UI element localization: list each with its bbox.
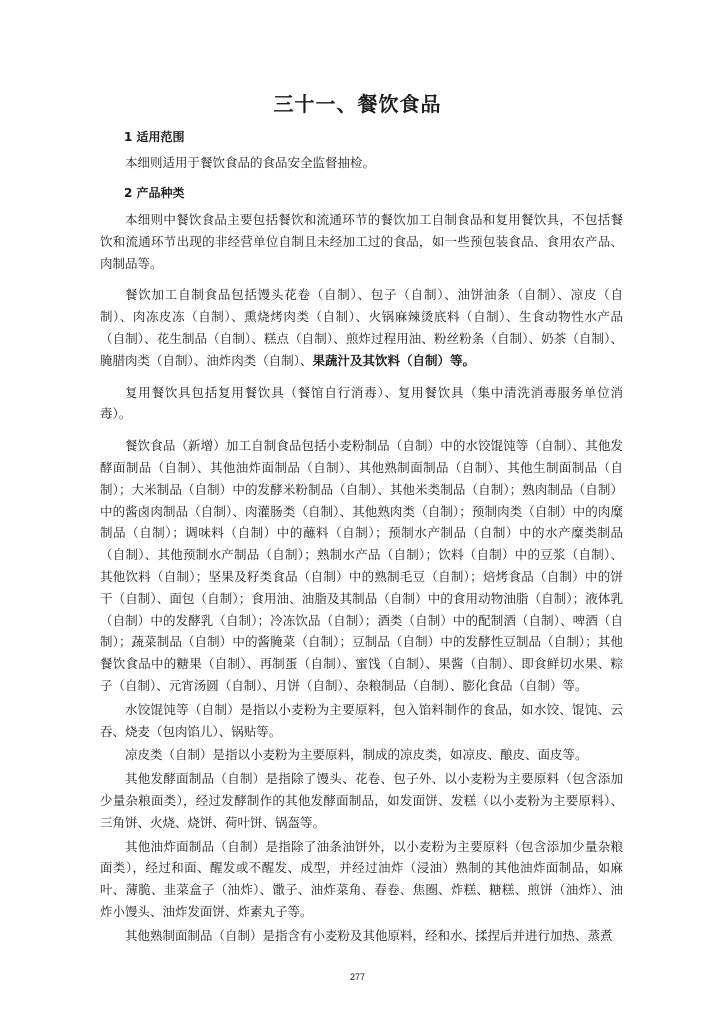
page-number: 277 (349, 972, 366, 982)
paragraph-intro: 本细则中餐饮食品主要包括餐饮和流通环节的餐饮加工自制食品和复用餐饮具，不包括餐饮和流通环节出现的非经营单位自制且未经加工过的食品，如一些预包装食品、食用农产品、肉制品等。 (100, 212, 623, 271)
scope-paragraph: 本细则适用于餐饮食品的食品安全监督抽检。 (125, 155, 376, 170)
page-title: 三十一、餐饮食品 (273, 92, 442, 116)
section-heading-categories: 2 产品种类 (124, 186, 185, 200)
section-heading-scope: 1 适用范围 (124, 130, 185, 144)
section-scope-body (100, 152, 623, 184)
paragraph-new-items: 餐饮食品（新增）加工自制食品包括小麦粉制品（自制）中的水饺馄饨等（自制）、其他发酵面制品（自制）、其他油炸面制品（自制）、其他熟制面制品（自制）、其他生制面制品（自制）；大米制品（自制）中的发酵米粉制品（自制）、其他米类制品（自制）；熟肉制品（自制）中的酱卤肉制品（自制）、肉灌肠类（自制）、其他熟肉类（自制）；预制肉类（自制）中的肉糜制品（自制）；调味料（自制）中的蘸料（自制）；预制水产制品（自制）中的水产糜类制品（自制）、其他预制水产制品（自制）；熟制水产品（自制）；饮料（自制）中的豆浆（自制）、其他饮料（自制）；坚果及籽类食品（自制）中的熟制毛豆（自制）；焙烤食品（自制）中的饼干（自制）、面包（自制）；食用油、油脂及其制品（自制）中的食用动物油脂（自制）；液体乳（自制）中的发酵乳（自制）；冷冻饮品（自制）；酒类（自制）中的配制酒（自制）、啤酒（自制）；蔬菜制品（自制）中的酱腌菜（自制）；豆制品（自制）中的发酵性豆制品（自制）；其他餐饮食品中的糖果（自制）、再制蛋（自制）、蜜饯（自制）、果酱（自制）、即食鲜切水果、粽子（自制）、元宵汤圆（自制）、月饼（自制）、杂粮制品（自制）、膨化食品（自制）等。 (100, 438, 623, 693)
categories-body (100, 209, 623, 949)
self-made-text: 餐饮加工自制食品包括馒头花卷（自制）、包子（自制）、油饼油条（自制）、凉皮（自制）、肉冻皮冻（自制）、熏烧烤肉类（自制）、火锅麻辣烫底料（自制）、生食动物性水产品（自制）、花生制品（自制）、糕点（自制）、煎炸过程用油、粉丝粉条（自制）、奶茶（自制）、腌腊肉类（自制）、油炸肉类（自制）、 (100, 287, 623, 368)
self-made-bold-text: 果蔬汁及其饮料（自制）等。 (312, 352, 476, 368)
paragraph-cooked: 其他熟制面制品（自制）是指含有小麦粉及其他原料，经和水、揉捏后并进行加热、蒸煮 (125, 927, 613, 943)
paragraph-liangpi: 凉皮类（自制）是指以小麦粉为主要原料，制成的凉皮类，如凉皮、酿皮、面皮等。 (125, 747, 588, 763)
paragraph-self-made (100, 284, 623, 371)
paragraph-fried: 其他油炸面制品（自制）是指除了油条油饼外，以小麦粉为主要原料（包含添加少量杂粮面类），经过和面、醒发或不醒发、成型，并经过油炸（浸油）熟制的其他油炸面制品，如麻叶、薄脆、韭菜盒子（油炸）、馓子、油炸菜角、春卷、焦圈、炸糕、糖糕、煎饼（油炸）、油炸小馒头、油炸发面饼、炸素丸子等。 (100, 838, 623, 919)
paragraph-fermented: 其他发酵面制品（自制）是指除了馒头、花卷、包子外、以小麦粉为主要原料（包含添加少量杂粮面类），经过发酵制作的其他发酵面制品，如发面饼、发糕（以小麦粉为主要原料）、三角饼、火烧、烧饼、荷叶饼、锅盔等。 (100, 771, 623, 830)
paragraph-tableware: 复用餐饮具包括复用餐饮具（餐馆自行消毒）、复用餐饮具（集中清洗消毒服务单位消毒）。 (100, 384, 623, 422)
paragraph-dumplings: 水饺馄饨等（自制）是指以小麦粉为主要原料，包入馅料制作的食品，如水饺、馄饨、云吞、烧麦（包肉馅儿）、锅贴等。 (100, 701, 623, 739)
